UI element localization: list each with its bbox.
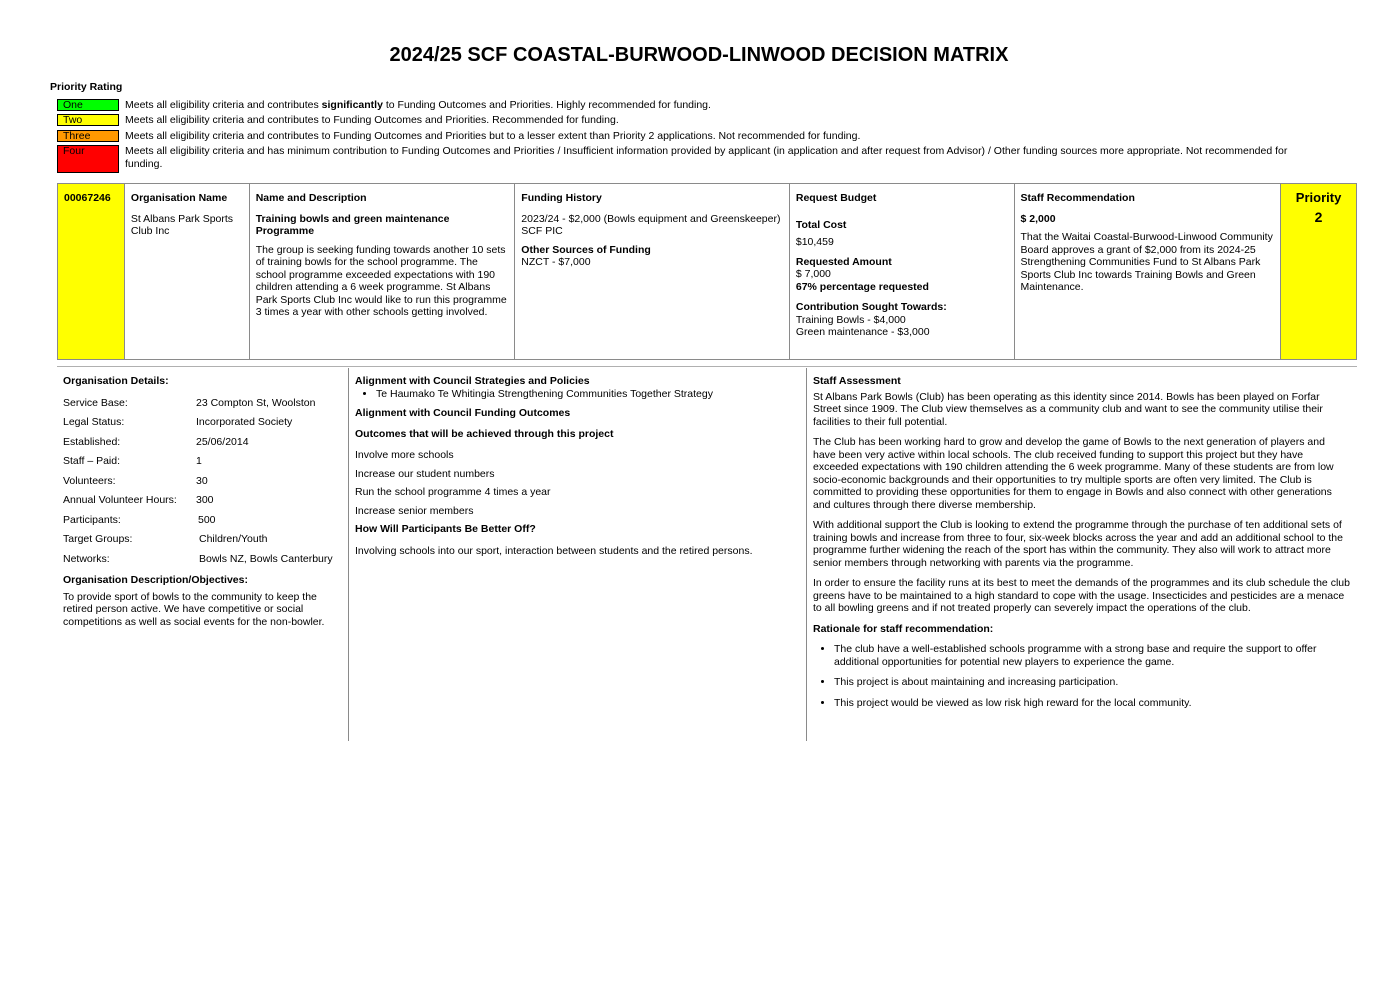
organisation-heading: Organisation Name <box>130 192 228 204</box>
priority-desc-one: Meets all eligibility criteria and contributes significantly to Funding Outcomes and Priorities. Highly recommended for funding. <box>125 98 711 111</box>
rationale-heading: Rationale for staff recommendation: <box>813 622 994 635</box>
better-off-text: Involving schools into our sport, interaction between students and the retired persons. <box>355 544 753 557</box>
priority-row-four <box>50 145 1320 173</box>
organisation-details-heading: Organisation Details: <box>63 375 169 387</box>
outcome-item: Increase senior members <box>355 504 474 517</box>
rationale-list <box>813 643 1350 709</box>
detail-row: Networks: Bowls NZ, Bowls Canterbury <box>63 552 333 565</box>
rationale-item: • This project is about maintaining and increasing participation. <box>834 676 1350 689</box>
detail-row: Participants: 500 <box>63 513 216 526</box>
priority-swatch-one: One <box>57 99 119 111</box>
request-budget-cell <box>790 184 1015 359</box>
organisation-description-heading: Organisation Description/Objectives: <box>63 574 248 586</box>
priority-legend-heading: Priority Rating <box>50 81 123 93</box>
outcome-item: Involve more schools <box>355 449 454 461</box>
contribution-item: Training Bowls - $4,000 <box>795 313 906 326</box>
assessment-paragraph: In order to ensure the facility runs at its best to meet the demands of the programmes and its club schedule the club greens have to be maintained to a high standard to cope with the usage. Insecticides and pesticides are a menace to all bowling greens and if not treated properly can severely impact the operations of the club. <box>813 577 1350 614</box>
funding-history-text: 2023/24 - $2,000 (Bowls equipment and Greenskeeper) SCF PIC <box>521 212 781 237</box>
staff-recommendation-cell <box>1015 184 1282 359</box>
detail-row: Service Base: 23 Compton St, Woolston <box>63 396 316 409</box>
requested-amount-value: $ 7,000 <box>795 268 831 280</box>
other-funding-text: NZCT - $7,000 <box>521 256 591 268</box>
strategies-heading: Alignment with Council Strategies and Policies <box>355 375 590 387</box>
organisation-name: St Albans Park Sports Club Inc <box>130 212 234 237</box>
assessment-paragraph: St Albans Park Bowls (Club) has been operating as this identity since 2014. Bowls has been played on Forfar Street since 1909. The Club view themselves as a community club and want to see the community utilise their facilities to their full potential. <box>813 390 1323 428</box>
priority-row-one <box>50 99 1320 112</box>
project-description: The group is seeking funding towards another 10 sets of training bowls for the school programme. The school programme exceeded expectations with 190 children attending a 6 week programme. St Albans Park Sports Club Inc would like to run this programme 3 times a year with other schools getting involved. <box>255 243 507 318</box>
rationale-item: • The club have a well-established schools programme with a strong base and require the support to offer additional opportunities for potential new players to experience the game. <box>834 643 1350 668</box>
outcome-item: Run the school programme 4 times a year <box>355 486 551 498</box>
priority-legend <box>50 81 1320 176</box>
priority-swatch-three: Three <box>57 130 119 142</box>
requested-amount-label: Requested Amount <box>795 255 892 268</box>
percentage-requested: 67% percentage requested <box>795 280 929 293</box>
organisation-details <box>63 375 343 628</box>
priority-row-three <box>50 130 1320 143</box>
section-divider <box>57 366 1357 367</box>
project-outcomes-heading: Outcomes that will be achieved through this project <box>355 427 614 440</box>
priority-value: 2 <box>1314 208 1323 225</box>
alignment-section <box>355 375 800 557</box>
organisation-description: To provide sport of bowls to the community to keep the retired person active. We have competitive or social competitions as well as social events for the non-bowler. <box>63 590 325 628</box>
application-id-cell <box>58 184 125 359</box>
page-title: 2024/25 SCF COASTAL-BURWOOD-LINWOOD DECISION MATRIX <box>389 44 1009 66</box>
staff-assessment <box>813 375 1350 717</box>
application-id: 00067246 <box>64 192 111 204</box>
strategy-item: • Te Haumako Te Whitingia Strengthening Communities Together Strategy <box>376 388 800 401</box>
summary-table <box>57 183 1357 360</box>
detail-row: Target Groups: Children/Youth <box>63 533 268 545</box>
outcome-item: Increase our student numbers <box>355 467 495 480</box>
funding-outcomes-heading: Alignment with Council Funding Outcomes <box>355 407 571 419</box>
funding-history-cell <box>515 184 790 359</box>
name-description-cell <box>250 184 516 359</box>
name-description-heading: Name and Description <box>255 192 367 204</box>
detail-row: Staff – Paid: 1 <box>63 455 202 467</box>
staff-assessment-heading: Staff Assessment <box>813 375 901 387</box>
organisation-cell <box>125 184 250 359</box>
request-budget-heading: Request Budget <box>795 192 877 204</box>
total-cost-label: Total Cost <box>795 218 847 231</box>
priority-desc-four: Meets all eligibility criteria and has minimum contribution to Funding Outcomes and Priorities / Insufficient information provided by applicant (in application and after request from Advisor) / Other funding sources more appropriate. Not recommended for funding. <box>125 145 1288 170</box>
recommended-amount: $ 2,000 <box>1020 212 1056 225</box>
better-off-heading: How Will Participants Be Better Off? <box>355 523 536 535</box>
detail-row: Established: 25/06/2014 <box>63 435 249 448</box>
staff-recommendation-heading: Staff Recommendation <box>1020 192 1135 204</box>
detail-row: Annual Volunteer Hours: 300 <box>63 494 214 506</box>
priority-desc-two: Meets all eligibility criteria and contributes to Funding Outcomes and Priorities. Recommended for funding. <box>125 114 619 126</box>
funding-history-heading: Funding History <box>521 192 602 204</box>
contribution-heading: Contribution Sought Towards: <box>795 301 947 313</box>
total-cost-value: $10,459 <box>795 236 834 248</box>
priority-heading: Priority <box>1295 190 1342 205</box>
project-name: Training bowls and green maintenance Programme <box>255 212 450 237</box>
priority-cell <box>1281 184 1356 359</box>
assessment-paragraph: With additional support the Club is looking to extend the programme through the purchase of ten additional sets of training bowls and increase from three to four, six-week blocks across the year and add an additional school to the programme further widening the reach of the sport has within the community. They also will work to attract more senior members through networking with parents via the programme. <box>813 519 1343 569</box>
column-divider <box>806 368 807 741</box>
staff-recommendation-text: That the Waitai Coastal-Burwood-Linwood Community Board approves a grant of $2,000 from its 2024-25 Strengthening Communities Fund to St Albans Park Sports Club Inc towards Training Bowls and Green Maintenance. <box>1020 231 1273 293</box>
priority-row-two <box>50 114 1320 127</box>
priority-swatch-four: Four <box>57 145 119 173</box>
priority-swatch-two: Two <box>57 114 119 126</box>
other-funding-heading: Other Sources of Funding <box>521 243 651 256</box>
rationale-item: • This project would be viewed as low risk high reward for the local community. <box>834 697 1350 710</box>
priority-desc-three: Meets all eligibility criteria and contributes to Funding Outcomes and Priorities but to a lesser extent than Priority 2 applications. Not recommended for funding. <box>125 129 861 142</box>
column-divider <box>348 368 349 741</box>
strategies-list <box>355 388 800 401</box>
detail-row: Legal Status: Incorporated Society <box>63 416 293 428</box>
detail-row: Volunteers: 30 <box>63 474 208 487</box>
contribution-item: Green maintenance - $3,000 <box>795 326 930 338</box>
assessment-paragraph: The Club has been working hard to grow and develop the game of Bowls to the next generation of players and have been very active within local schools. The club received funding to support this project but they have exceeded expectations with 190 children attending the 6 week programme. Many of these students are from low socio-economic backgrounds and their opportunities to try multiple sports are often very limited. The Club is committed to providing these opportunities for them to engage in Bowls and also connect with other generations and cultures through there diverse membership. <box>813 436 1334 511</box>
